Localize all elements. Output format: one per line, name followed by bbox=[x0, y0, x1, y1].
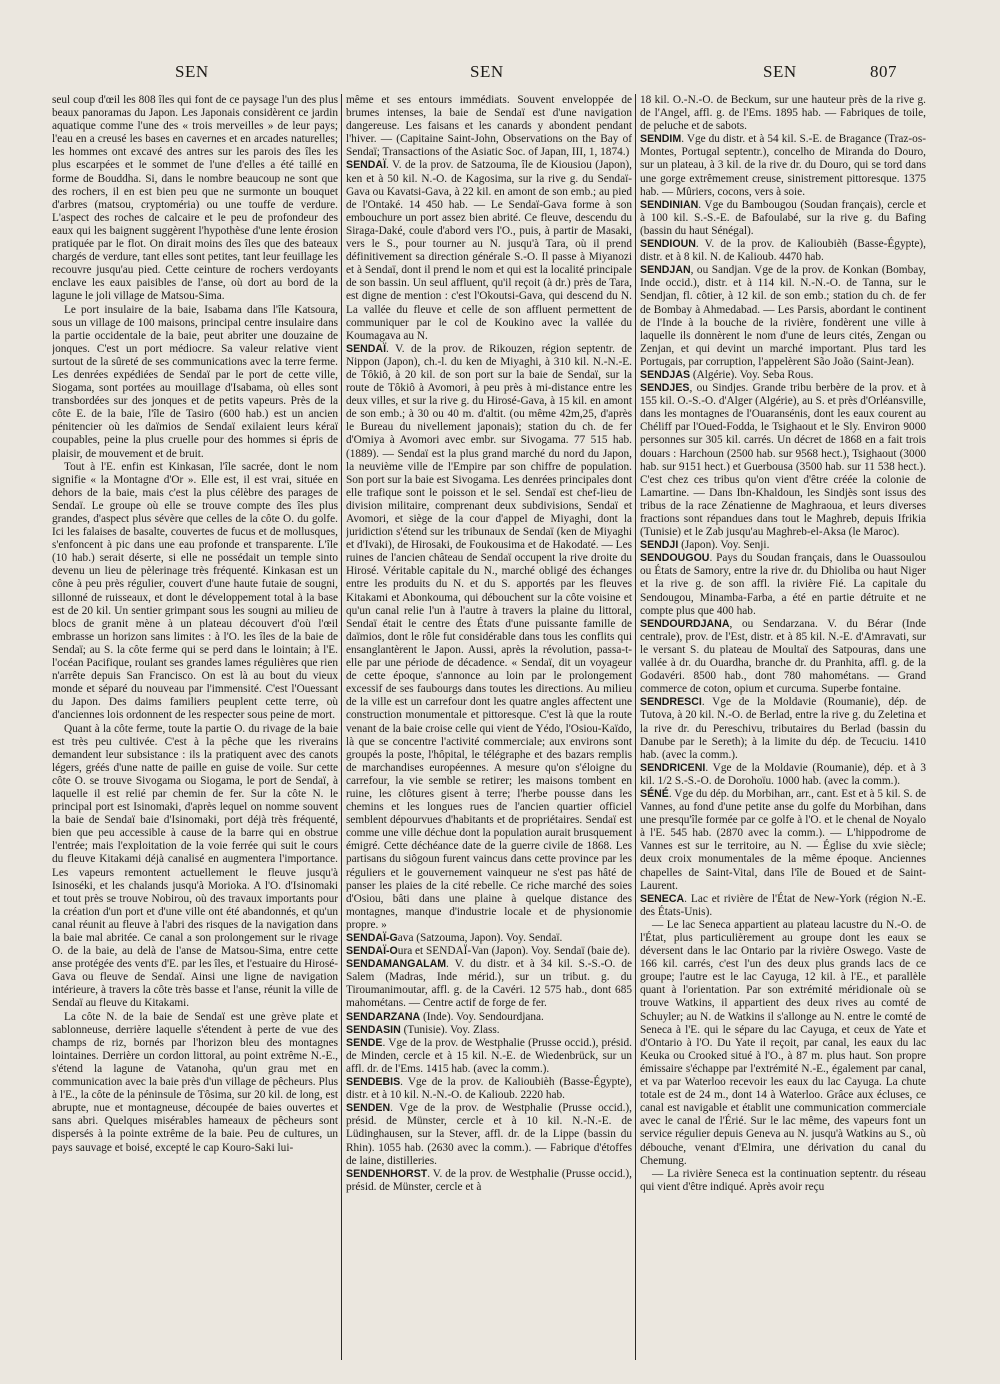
paragraph: 18 kil. O.-N.-O. de Beckum, sur une hauteur près de la rive g. de l'Angel, affl. g. de l'Ems. 1895 hab. — Fabriques de toile, de peluche et de sabots. bbox=[640, 94, 926, 133]
dictionary-entry: SENDENHORST. V. de la prov. de Westphalie (Prusse occid.), présid. de Münster, cercle et à bbox=[346, 1167, 632, 1193]
dictionary-entry: SENDJI (Japon). Voy. Senji. bbox=[640, 539, 770, 552]
dictionary-entry: SENDEBIS. Vge de la prov. de Kalioubièh (Basse-Égypte), distr. et à 10 kil. N.-N.-O. de Kalioub. 2220 hab. bbox=[346, 1076, 632, 1102]
dictionary-entry: SENDE. Vge de la prov. de Westphalie (Prusse occid.), présid. de Minden, cercle et à 15 kil. N.-E. de Wiedenbrück, sur un affl. dr. de l'Ems. 1415 hab. (avec la comm.). bbox=[346, 1036, 632, 1075]
dictionary-entry: SENDJAN, ou Sandjan. Vge de la prov. de Konkan (Bombay, Inde occid.), distr. et à 114 kil. N.-N.-O. de Tanna, sur le Sendjan, fl. côtier, à 12 kil. de son emb.; station du ch. de fer de Bombay à Ahmedabad. — Les Parsis, abordant le continent de l'Inde à la bouche de la rivière, fondèrent une ville à laquelle ils donnèrent le nom d'une de leurs cités, Zengan ou Zenjan, et qui devint un marché important. Plus tard les Portugais, par corruption, l'appelèrent São João (Saint-Jean). bbox=[640, 264, 926, 368]
dictionary-entry: SENDRESCI. Vge de la Moldavie (Roumanie), dép. de Tutova, à 20 kil. N.-O. de Berlad, entre la rive g. du Zeletina et la rive dr. du Pereschivu, tributaires du Berlad (bassin du Danube par le Sereth); à la limite du dép. de Tecuciu. 1410 hab. (avec la comm.). bbox=[640, 696, 926, 761]
column-2 bbox=[346, 94, 632, 1360]
dictionary-entry: SENECA. Lac et rivière de l'État de New-York (région N.-E. des États-Unis). bbox=[640, 892, 926, 918]
dictionary-entry: SENDJES, ou Sindjes. Grande tribu berbère de la prov. et à 155 kil. O.-S.-O. d'Alger (Algérie), au S. et près d'Orléansville, dans les montagnes de l'Ouaransénis, dont les eaux courent au Chéliff par l'Oued-Fodda, le Tsighaout et le Sly. Environ 9000 personnes sur 305 kil. carrés. Un décret de 1868 en a fait trois douars : Harchoun (2500 hab. sur 9568 hect.), Tsighaout (3000 hab. sur 9151 hect.) et Guerbousa (3500 hab. sur 11 538 hect.). C'est chez ces tribus qu'on vient d'être créée la colonie de Lamartine. — Dans Ibn-Khaldoun, les Sindjès sont issus des tribus de la race Zénatienne de Maghraoua, et leurs diverses fractions sont répandues dans tout le Maghreb, depuis Ifrikia (Tunisie) et le Zab jusqu'au Maghreb-el-Aksa (le Maroc). bbox=[640, 382, 926, 539]
dictionary-entry: SENDAMANGALAM. V. du distr. et à 34 kil. S.-S.-O. de Salem (Madras, Inde mérid.), sur un tribut. g. du Tiroumanimoutar, affl. g. de la Cavéri. 12 575 hab., dont 685 mahométans. — Centre actif de forge de fer. bbox=[346, 958, 632, 1010]
paragraph: Le port insulaire de la baie, Isabama dans l'île Katsoura, sous un village de 100 maisons, principal centre insulaire dans la partie occidentale de la baie, peut abriter une douzaine de jonques. C'est un port médiocre. Sa valeur relative vient surtout de la sûreté de ses communications avec la terre ferme. Les denrées expédiées de Sendaï par le port de cette ville, Siogama, sont portées au mouillage d'Isabama, où elles sont transbordées sur des jonques et de petits vapeurs. Près de la côte E. de la baie, l'île de Tasiro (600 hab.) est un ancien pénitencier où les daïmios de Sendaï exilaient leurs kéraï coupables, peine la plus cruelle pour des hommes si épris de plaisir, de mouvement et de bruit. bbox=[52, 303, 338, 460]
dictionary-entry: SENDAÏ-Oura et SENDAÏ-Van (Japon). Voy. Sendaï (baie de). bbox=[346, 945, 631, 958]
dictionary-entry: SENDAÏ-Gava (Satzouma, Japon). Voy. Sendaï. bbox=[346, 932, 563, 944]
paragraph: Tout à l'E. enfin est Kinkasan, l'île sacrée, dont le nom signifie « la Montagne d'Or ». Elle est, il est vrai, située en dehors de la baie, mais c'est la plus célèbre des parages de Sendaï. Le groupe où elle se trouve compte des îles plus grandes, d'aspect plus sévère que celles de la côte O. du golfe. Ici les falaises de basalte, couvertes de fucus et de mollusques, s'enfoncent à pic dans une eau profonde et transparente. L'île (10 hab.) serait déserte, si elle ne possédait un temple sinto devenu un lieu de pèlerinage très fréquenté. Kinkasan est un cône à peu près régulier, couvert d'une haute futaie de sougni, sillonné de ruisseaux, et dont le développement total à la base est de 20 kil. Un sentier grimpant sous les sougni au milieu de blocs de granit mène à un plateau découvert d'où l'œil embrasse un horizon sans limites : à l'O. les îles de la baie de Sendaï; au S. la côte ferme qui se perd dans le lointain; à l'E. l'océan Pacifique, roulant ses grandes lames régulières que rien n'arrête depuis San Francisco. On est là au bout du vieux monde et séparé du nouveau par l'immensité. C'est l'Ouessant du Japon. Des daims familiers peuplent cette terre, où d'anciennes lois ordonnent de les respecter sous peine de mort. bbox=[52, 460, 338, 722]
paragraph: Quant à la côte ferme, toute la partie O. du rivage de la baie est très peu cultivée. C'est à la pêche que les riverains demandent leur subsistance : ils la pratiquent avec des canots légers, gréés d'une natte de paille en guise de voile. Sur cette côte O. se trouve Sivogama ou Siogama, le port de Sendaï, à laquelle il est relié par chemin de fer. Sur la côte N. le principal port est Isinomaki, d'après lequel on nomme souvent la baie de Sendaï baie d'Isinomaki, port déjà très fréquenté, bien que peu accessible à cause de la barre qui en obstrue l'entrée; mais l'exploitation de la voie ferrée qui suit le cours du fleuve Kitakami déjà canalisé en augmentera l'importance. Les vapeurs remontent actuellement le fleuve jusqu'à Isinoséki, et les chalands jusqu'à Morioka. A l'O. d'Isinomaki et tout près se trouve Nobirou, où des travaux importants pour la création d'un port et d'une ville ont été abandonnés, et qu'un canal réunit au fleuve à l'abri des risques de la navigation dans la baie mal abritée. Ce canal a son prolongement sur le rivage O. de la baie, au delà de l'anse de Matsou-Sima, entre cette anse protégée des vents d'E. par les îles, et l'estuaire du Hirosé-Gava ou fleuve de Sendaï. Ainsi une ligne de navigation intérieure, à travers la côte très basse et l'anse, réunit la ville de Sendaï au fleuve du Kitakami. bbox=[52, 722, 338, 1010]
dictionary-entry: SENDJAS (Algérie). Voy. Seba Rous. bbox=[640, 368, 814, 381]
dictionary-entry: SENDRICENI. Vge de la Moldavie (Roumanie), dép. et à 3 kil. 1/2 S.-S.-O. de Dorohoïu. 1000 hab. (avec la comm.). bbox=[640, 761, 926, 787]
dictionary-entry: SENDEN. Vge de la prov. de Westphalie (Prusse occid.), présid. de Münster, cercle et à 10 kil. N.-N.-E. de Lüdinghausen, sur la Stever, affl. dr. de la Lippe (bassin du Rhin). 1055 hab. (2630 avec la comm.). — Fabrique d'étoffes de laine, distilleries. bbox=[346, 1102, 632, 1167]
column-3 bbox=[640, 94, 926, 1360]
paragraph: même et ses entours immédiats. Souvent enveloppée de brumes intenses, la baie de Sendaï est d'une navigation dangereuse. Les faisans et les canards y abondent pendant l'hiver. — (Capitaine Saint-John, Observations on the Bay of Sendaï; Transactions of the Asiatic Soc. of Japan, III, 1, 1874.) bbox=[346, 94, 632, 159]
dictionary-entry: SÉNÉ. Vge du dép. du Morbihan, arr., cant. Est et à 5 kil. S. de Vannes, au fond d'une petite anse du golfe du Morbihan, dans une presqu'île formée par ce golfe à l'O. et le chenal de Noyalo à l'E. 545 hab. (2870 avec la comm.). — L'hippodrome de Vannes est sur le territoire, au N. — Église du xvie siècle; deux croix monumentales de la même époque. Anciennes chapelles de Saint-Vital, dans l'île de Boued et de Saint-Laurent. bbox=[640, 787, 926, 892]
dictionary-entry: SENDIOUN. V. de la prov. de Kalioubièh (Basse-Égypte), distr. et à 8 kil. N. de Kalioub. 4470 hab. bbox=[640, 238, 926, 264]
text-columns bbox=[52, 94, 932, 1360]
column-rule bbox=[635, 94, 636, 1360]
dictionary-entry: SENDIM. Vge du distr. et à 54 kil. S.-E. de Bragance (Traz-os-Montes, Portugal septentr.), concelho de Miranda do Douro, sur un plateau, à 3 kil. de la rive dr. du Douro, qui se tord dans une gorge extrêmement creuse, sinistrement pittoresque. 1375 hab. — Mûriers, cocons, vers à soie. bbox=[640, 133, 926, 198]
dictionary-entry: SENDAÏ. V. de la prov. de Rikouzen, région septentr. de Nippon (Japon), ch.-l. du ken de Miyaghi, à 310 kil. N.-N.-E. de Tôkiô, à 20 kil. de son port sur la baie de Sendaï, sur la route de Tôkiô à Avomori, à peu près à mi-distance entre les deux villes, et sur la rive g. du Hirosé-Gava, à 15 kil. en amont de son emb.; à 30 ou 40 m. d'altit. (ou même 42m,25, d'après le Bureau du nivellement japonais); station du ch. de fer d'Omiya à Avomori avec embr. sur Sivogama. 77 515 hab. (1889). — Sendaï est la plus grand marché du nord du Japon, la neuvième ville de l'Empire par son chiffre de population. Son port sur la baie est Sivogama. Les denrées principales dont elle trafique sont le poisson et le sel. Sendaï est chef-lieu de division militaire, comprenant deux subdivisions, Sendaï et Avomori, et siège de la cour d'appel de Miyaghi, dont la juridiction s'étend sur les tribunaux de Sendaï (ken de Miyaghi et d'Ivaki), de Hirosaki, de Foukousima et de Hakodaté. — Les ruines de l'ancien château de Sendaï occupent la rive droite du Hirosé. Véritable capitale du N., marché obligé des échanges entre les produits du N. et du S. apportés par les fleuves Kitakami et Abonkouma, qui débouchent sur la côte voisine et qu'un canal relie l'un à l'autre à travers la plaine du littoral, Sendaï était le centre des États d'une puissante famille de daïmios, dont le rôle fut considérable dans tous les conflits qui ensanglantèrent le Japon. Aussi, après la révolution, passa-t-elle par une période de décadence. « Sendaï, dit un voyageur de cette époque, s'annonce au loin par le prolongement excessif de ses faubourgs dans toutes les directions. Au milieu de la ville est un carrefour dont les quatre angles affectent une construction monumentale et pittoresque. C'est là que la route venant de la baie croise celle qui vient de Yédo, l'Osiou-Kaïdo, là que se concentre l'activité commerciale; aux environs sont groupés la poste, l'hôpital, le télégraphe et des bazars remplis de marchandises européennes. A mesure qu'on s'éloigne du carrefour, la vie semble se retirer; les maisons tombent en ruine, les clôtures gisent à terre; l'herbe pousse dans les chemins et les longues rues de l'ancien quartier officiel semblent dépourvues d'habitants et de propriétaires. Sendaï est comme une ville déchue dont la population aurait brusquement émigré. Cette déchéance date de la guerre civile de 1868. Les partisans du siôgoun furent vaincus dans cette province par les réguliers et le gouvernement vainqueur ne s'est pas hâté de panser les plaies de la cité rebelle. Ce riche marché des soies d'Osiou, bâti dans une plaine à quelque distance des montagnes, manque d'industrie locale et de physionomie propre. » bbox=[346, 342, 632, 931]
dictionary-entry: SENDASIN (Tunisie). Voy. Zlass. bbox=[346, 1023, 500, 1036]
paragraph: seul coup d'œil les 808 îles qui font de ce paysage l'un des plus beaux panoramas du Japon. Les Japonais considèrent ce jardin aquatique comme l'une des « trois merveilles » de leur pays; l'eau en a creusé les bases en cavernes et en arcades naturelles; les hommes ont excavé des antres sur les parois des îles les plus escarpées et le sommet de l'une d'elles a été taillé en forme de Bouddha. Si, dans le nombre beaucoup ne sont que des rochers, il en est bien peu que ne surmonte un bouquet d'arbres (matsou, cryptoméria) ou une touffe de verdure. L'aspect des roches de calcaire et le peu de profondeur des eaux qui les baignent suggèrent l'hypothèse d'une lente érosion pratiquée par le flot. On dirait moins des îles que des bateaux chargés de verdure, tant elles sont petites, tant leur feuillage les recouvre jusqu'au pied. Cette ceinture de rochers verdoyants enclave les eaux paisibles de l'anse, où dort au bord de la lagune le joli village de Matsou-Sima. bbox=[52, 94, 338, 303]
column-1 bbox=[52, 94, 338, 1360]
paragraph: — Le lac Seneca appartient au plateau lacustre du N.-O. de l'État, plus particulièrement au groupe dont les eaux se déversent dans le lac Ontario par la rivière Oswego. Vaste de 166 kil. carrés, c'est l'un des deux plus grands lacs de ce groupe; l'autre est le lac Cayuga, 12 kil. à l'E., et parallèle quant à l'orientation. Par son extrémité méridionale où se trouve Watkins, il appartient des deux rives au comté de Schuyler; au N. de Watkins il s'allonge au N. entre le comté de Seneca à l'E. qui le sépare du lac Cayuga, et ceux de Yate et d'Ontario à l'O. Du Yate il reçoit, par canal, les eaux du lac Keuka ou Crooked situé à l'O., à 87 m. plus haut. Son propre émissaire s'échappe par l'extrémité N.-E., également par canal, et va par Waterloo recevoir les eaux du lac Cayuga. La chute totale est de 24 m., dont 14 à Waterloo. Grâce aux écluses, ce canal est navigable et établit une communication commerciale avec le canal de l'Érié. Sur le lac même, des vapeurs font un service régulier depuis Geneva au N. jusqu'à Watkins au S., où débouche, venant d'Elmira, une dérivation du canal du Chemung. bbox=[640, 918, 926, 1167]
paragraph: La côte N. de la baie de Sendaï est une grève plate et sablonneuse, derrière laquelle s'étendent à perte de vue des champs de riz, bornés par l'horizon bleu des montagnes lointaines. Derrière un cordon littoral, au point extrême N.-E., s'étend la lagune de Vatanoha, qu'un grau met en communication avec la baie près d'un village de pêcheurs. Plus à l'E., la côte de la péninsule de Tôsima, sur 20 kil. de long, est abrupte, nue et montagneuse, découpée de baies ouvertes et sans abri. Quelques misérables hameaux de pêcheurs sont dispersés à la pointe extrême de la baie. Peu de cultures, un pays sauvage et boisé, excepté le cap Kouro-Saki lui- bbox=[52, 1010, 338, 1154]
paragraph: — La rivière Seneca est la continuation septentr. du réseau qui vient d'être indiqué. Après avoir reçu bbox=[640, 1167, 926, 1193]
page-number: 807 bbox=[870, 62, 897, 81]
header-center: SEN bbox=[470, 62, 504, 81]
header-right: SEN bbox=[763, 62, 797, 81]
dictionary-entry: SENDARZANA (Inde). Voy. Sendourdjana. bbox=[346, 1010, 544, 1023]
running-header bbox=[0, 62, 1000, 88]
dictionary-entry: SENDINIAN. Vge du Bambougou (Soudan français), cercle et à 100 kil. S.-S.-E. de Bafoulabé, sur la rive g. du Bafing (bassin du haut Sénégal). bbox=[640, 198, 926, 237]
dictionary-entry: SENDOURDJANA, ou Sendarzana. V. du Bérar (Inde centrale), prov. de l'Est, distr. et à 85 kil. N.-E. d'Amravati, sur le versant S. du plateau de Moultaï des Satpouras, dans une vallée à dr. du Ouardha, branche dr. du Pranhita, affl. g. de la Godavéri. 8500 hab., dont 780 mahométans. — Grand commerce de coton, opium et curcuma. Superbe fontaine. bbox=[640, 617, 926, 696]
header-left: SEN bbox=[175, 62, 209, 81]
dictionary-entry: SENDOUGOU. Pays du Soudan français, dans le Ouassoulou ou États de Samory, entre la rive dr. du Dhioliba ou haut Niger et la rive g. de son affl. la rivière Fié. La capitale du Sendougou, Minamba-Farba, a été en partie détruite et ne compte plus que 400 hab. bbox=[640, 552, 926, 617]
dictionary-entry: SENDAÏ. V. de la prov. de Satzouma, île de Kiousiou (Japon), ken et à 50 kil. N.-O. de Kagosima, sur la rive g. du Sendaï-Gava ou Kavatsi-Gava, à 22 kil. en amont de son emb.; au pied de l'Ontaké. 14 450 hab. — Le Sendaï-Gava forme à son embouchure un port assez bien abrité. Ce fleuve, descendu du Siraga-Daké, coule d'abord vers l'O., puis, à partir de Masaki, vers le S., pour tourner au N. jusqu'à Tara, où il prend définitivement sa direction générale S.-O. Il passe à Miyanozi et à Sendaï, dont il prend le nom et qui est la localité principale de son bassin. Un seul affluent, qu'il reçoit (à dr.) près de Tara, est digne de mention : c'est l'Okoutsi-Gava, qui descend du N. La vallée du fleuve et celle de son affluent permettent de communiquer par le col de Koukino avec la vallée du Koumagava au N. bbox=[346, 159, 632, 342]
column-rule bbox=[341, 94, 342, 1360]
